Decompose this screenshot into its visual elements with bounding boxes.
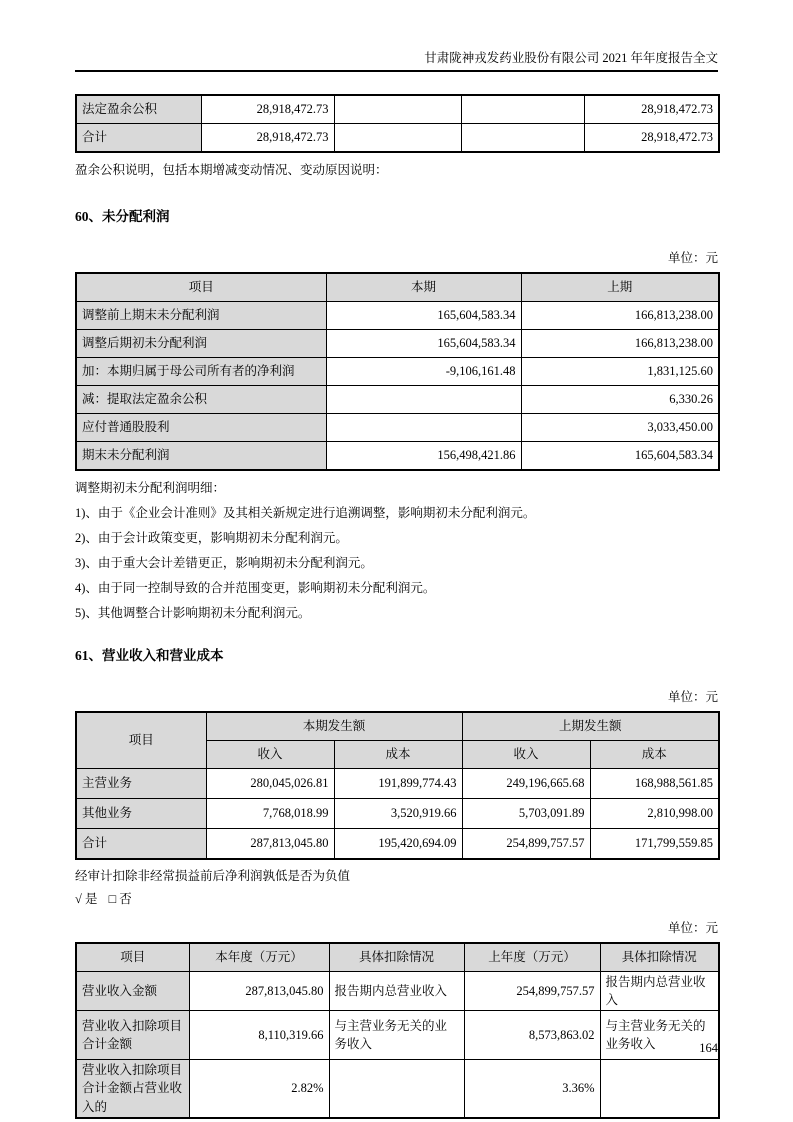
amount-cell: 166,813,238.00 <box>521 330 719 358</box>
amount-cell: 165,604,583.34 <box>521 442 719 471</box>
column-header: 项目 <box>76 273 326 302</box>
table-row <box>76 442 719 471</box>
table-row <box>76 414 719 442</box>
detail-cell <box>329 1060 464 1118</box>
table-row <box>76 386 719 414</box>
retained-earnings-table <box>75 272 720 471</box>
column-header: 收入 <box>462 741 590 769</box>
amount-cell: 280,045,026.81 <box>206 769 334 799</box>
surplus-note: 盈余公积说明，包括本期增减变动情况、变动原因说明： <box>75 163 388 177</box>
column-header: 上期 <box>521 273 719 302</box>
surplus-reserve-table <box>75 94 720 153</box>
page-number: 164 <box>699 1041 718 1055</box>
adjustment-note: 5)、其他调整合计影响期初未分配利润元。 <box>75 606 311 620</box>
revenue-deduction-table <box>75 942 720 1119</box>
amount-cell: 165,604,583.34 <box>326 302 521 330</box>
adjustment-note: 2)、由于会计政策变更，影响期初未分配利润元。 <box>75 531 348 545</box>
amount-cell <box>326 386 521 414</box>
checked-yes-option: √ 是 <box>75 892 98 906</box>
amount-cell: 287,813,045.80 <box>206 829 334 860</box>
row-label: 调整前上期末未分配利润 <box>76 302 326 330</box>
amount-cell <box>326 414 521 442</box>
amount-cell: 168,988,561.85 <box>590 769 719 799</box>
table-row <box>76 95 719 124</box>
audit-answer <box>75 892 718 906</box>
adjustment-note: 3)、由于重大会计差错更正，影响期初未分配利润元。 <box>75 556 373 570</box>
row-label: 其他业务 <box>76 799 206 829</box>
section-61-title: 61、营业收入和营业成本 <box>75 648 224 663</box>
detail-cell: 报告期内总营业收入 <box>600 972 719 1011</box>
column-header: 具体扣除情况 <box>600 943 719 972</box>
amount-cell: 7,768,018.99 <box>206 799 334 829</box>
column-header: 项目 <box>76 943 189 972</box>
amount-cell: 156,498,421.86 <box>326 442 521 471</box>
detail-cell <box>600 1060 719 1118</box>
amount-cell: 171,799,559.85 <box>590 829 719 860</box>
detail-cell: 与主营业务无关的业务收入 <box>329 1011 464 1060</box>
column-group-header: 上期发生额 <box>462 712 719 741</box>
amount-cell: 28,918,472.73 <box>584 95 719 124</box>
amount-cell: 3,033,450.00 <box>521 414 719 442</box>
document-header-text: 甘肃陇神戎发药业股份有限公司 2021 年年度报告全文 <box>424 51 718 65</box>
audit-question: 经审计扣除非经常损益前后净利润孰低是否为负值 <box>75 869 351 883</box>
amount-cell: 28,918,472.73 <box>584 124 719 153</box>
amount-cell: 287,813,045.80 <box>189 972 329 1011</box>
page-content <box>75 0 718 1119</box>
amount-cell: 249,196,665.68 <box>462 769 590 799</box>
amount-cell: 254,899,757.57 <box>464 972 600 1011</box>
column-header: 本期 <box>326 273 521 302</box>
amount-cell: 28,918,472.73 <box>201 124 334 153</box>
table-row <box>76 829 719 860</box>
unit-label: 单位：元 <box>667 921 718 935</box>
column-header: 成本 <box>334 741 462 769</box>
amount-cell: 28,918,472.73 <box>201 95 334 124</box>
column-header: 本年度（万元） <box>189 943 329 972</box>
table-row <box>76 1060 719 1118</box>
unit-label: 单位：元 <box>667 690 718 704</box>
amount-cell: 1,831,125.60 <box>521 358 719 386</box>
amount-cell: 195,420,694.09 <box>334 829 462 860</box>
table-row <box>76 799 719 829</box>
column-header: 项目 <box>76 712 206 769</box>
empty-cell <box>461 95 584 124</box>
column-header: 具体扣除情况 <box>329 943 464 972</box>
amount-cell: 166,813,238.00 <box>521 302 719 330</box>
table-header-row <box>76 943 719 972</box>
amount-cell: 165,604,583.34 <box>326 330 521 358</box>
table-row <box>76 302 719 330</box>
row-label: 主营业务 <box>76 769 206 799</box>
row-label: 营业收入扣除项目合计金额 <box>76 1011 189 1060</box>
table-row <box>76 124 719 153</box>
amount-cell: -9,106,161.48 <box>326 358 521 386</box>
adjustment-note: 4)、由于同一控制导致的合并范围变更，影响期初未分配利润元。 <box>75 581 436 595</box>
row-label: 应付普通股股利 <box>76 414 326 442</box>
row-label: 合计 <box>76 124 201 153</box>
amount-cell: 254,899,757.57 <box>462 829 590 860</box>
revenue-cost-table <box>75 711 720 860</box>
adjustment-detail-title: 调整期初未分配利润明细： <box>75 481 226 495</box>
amount-cell: 191,899,774.43 <box>334 769 462 799</box>
amount-cell: 3,520,919.66 <box>334 799 462 829</box>
empty-cell <box>334 95 461 124</box>
table-row <box>76 358 719 386</box>
table-row <box>76 1011 719 1060</box>
table-row <box>76 972 719 1011</box>
table-header-row <box>76 712 719 741</box>
table-row <box>76 330 719 358</box>
unit-label: 单位：元 <box>667 251 718 265</box>
row-label: 合计 <box>76 829 206 860</box>
column-header: 上年度（万元） <box>464 943 600 972</box>
column-group-header: 本期发生额 <box>206 712 462 741</box>
column-header: 收入 <box>206 741 334 769</box>
row-label: 调整后期初未分配利润 <box>76 330 326 358</box>
row-label: 法定盈余公积 <box>76 95 201 124</box>
row-label: 加：本期归属于母公司所有者的净利润 <box>76 358 326 386</box>
column-header: 成本 <box>590 741 719 769</box>
amount-cell: 8,573,863.02 <box>464 1011 600 1060</box>
amount-cell: 2,810,998.00 <box>590 799 719 829</box>
section-60-title: 60、未分配利润 <box>75 209 170 224</box>
empty-cell <box>334 124 461 153</box>
detail-cell: 报告期内总营业收入 <box>329 972 464 1011</box>
table-row <box>76 769 719 799</box>
amount-cell: 2.82% <box>189 1060 329 1118</box>
row-label: 营业收入扣除项目合计金额占营业收入的 <box>76 1060 189 1118</box>
table-header-row <box>76 273 719 302</box>
amount-cell: 6,330.26 <box>521 386 719 414</box>
unchecked-no-option: □ 否 <box>108 892 132 906</box>
amount-cell: 3.36% <box>464 1060 600 1118</box>
row-label: 期末未分配利润 <box>76 442 326 471</box>
row-label: 营业收入金额 <box>76 972 189 1011</box>
empty-cell <box>461 124 584 153</box>
adjustment-note: 1)、由于《企业会计准则》及其相关新规定进行追溯调整，影响期初未分配利润元。 <box>75 506 536 520</box>
row-label: 减：提取法定盈余公积 <box>76 386 326 414</box>
detail-cell: 与主营业务无关的业务收入 <box>600 1011 719 1060</box>
document-header <box>75 50 718 72</box>
amount-cell: 8,110,319.66 <box>189 1011 329 1060</box>
amount-cell: 5,703,091.89 <box>462 799 590 829</box>
